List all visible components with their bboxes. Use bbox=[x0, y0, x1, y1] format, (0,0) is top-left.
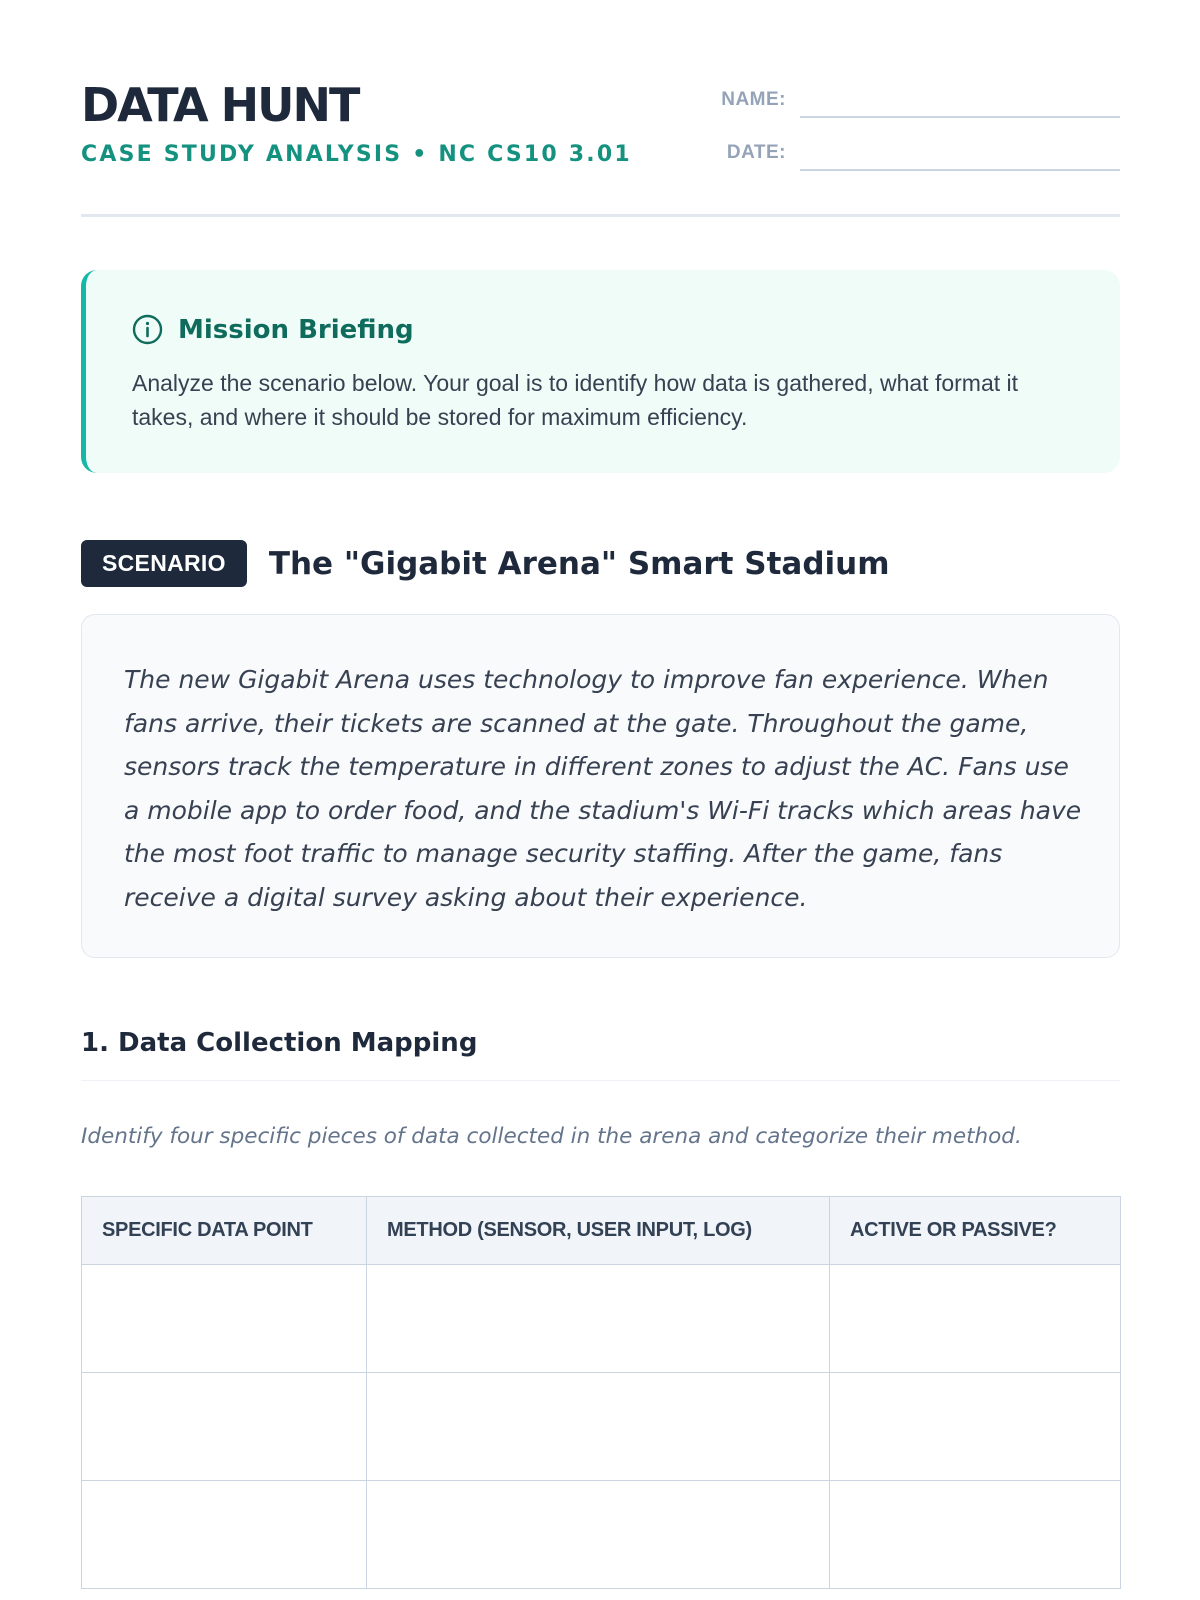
section-instruction: Identify four specific pieces of data collected in the arena and categorize their method. bbox=[81, 1124, 1022, 1149]
briefing-heading bbox=[132, 314, 414, 345]
table-cell-data-point[interactable] bbox=[82, 1373, 367, 1481]
scenario-badge: SCENARIO bbox=[81, 540, 247, 587]
scenario-title: The "Gigabit Arena" Smart Stadium bbox=[268, 545, 890, 582]
section-title: 1. Data Collection Mapping bbox=[81, 1028, 478, 1058]
table-header-row bbox=[82, 1197, 1121, 1265]
date-line[interactable] bbox=[800, 169, 1120, 171]
section-divider bbox=[81, 1080, 1120, 1081]
name-field[interactable] bbox=[701, 86, 1120, 120]
table-cell-active-passive[interactable] bbox=[830, 1373, 1121, 1481]
table-cell-data-point[interactable] bbox=[82, 1265, 367, 1373]
table-cell-method[interactable] bbox=[367, 1373, 830, 1481]
table-cell-data-point[interactable] bbox=[82, 1481, 367, 1589]
date-field[interactable] bbox=[701, 139, 1120, 173]
table-row bbox=[82, 1481, 1121, 1589]
column-header-method: METHOD (SENSOR, USER INPUT, LOG) bbox=[367, 1197, 830, 1265]
name-label: NAME: bbox=[721, 89, 786, 110]
data-collection-table bbox=[81, 1196, 1121, 1589]
table-cell-method[interactable] bbox=[367, 1481, 830, 1589]
table-cell-active-passive[interactable] bbox=[830, 1265, 1121, 1373]
table-cell-method[interactable] bbox=[367, 1265, 830, 1373]
name-line[interactable] bbox=[800, 116, 1120, 118]
table-cell-active-passive[interactable] bbox=[830, 1481, 1121, 1589]
column-header-data-point: SPECIFIC DATA POINT bbox=[82, 1197, 367, 1265]
table-row bbox=[82, 1265, 1121, 1373]
worksheet-header bbox=[81, 0, 1120, 217]
page-title: DATA HUNT bbox=[81, 78, 359, 132]
briefing-text: Analyze the scenario below. Your goal is to identify how data is gathered, what format it takes, and where it should be stored for maximum efficiency. bbox=[132, 370, 1019, 430]
scenario-description-box bbox=[81, 614, 1120, 958]
briefing-title: Mission Briefing bbox=[178, 314, 414, 345]
worksheet-page bbox=[81, 0, 1120, 1241]
scenario-text: The new Gigabit Arena uses technology to improve fan experience. When fans arrive, their tickets are scanned at the gate. Throughout the game, sensors track the temperature in different zones to adjust the AC. Fans use a mobile app to order food, and the stadium's Wi-Fi tracks which areas have the most foot traffic to manage security staffing. After the game, fans receive a digital survey asking about their experience. bbox=[124, 665, 1082, 912]
info-icon bbox=[132, 314, 163, 345]
mission-briefing-callout bbox=[81, 270, 1120, 473]
scenario-heading bbox=[81, 540, 890, 587]
page-subtitle: CASE STUDY ANALYSIS • NC CS10 3.01 bbox=[81, 142, 632, 167]
table-row bbox=[82, 1373, 1121, 1481]
column-header-active-passive: ACTIVE OR PASSIVE? bbox=[830, 1197, 1121, 1265]
date-label: DATE: bbox=[726, 142, 786, 163]
